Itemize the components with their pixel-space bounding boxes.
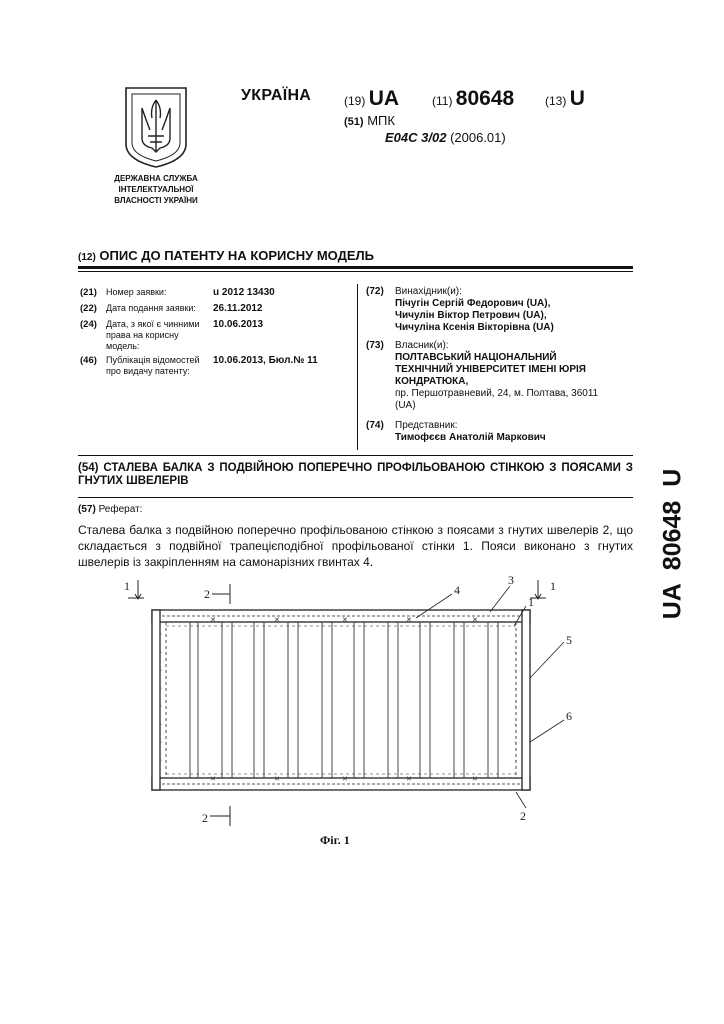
side-patent-id-text: UA 80648 U bbox=[658, 468, 687, 620]
owner-label: Власник(и): bbox=[395, 340, 449, 351]
svg-text:✕: ✕ bbox=[406, 776, 412, 783]
bib-value: 26.11.2012 bbox=[213, 303, 263, 314]
owner-address-line: (UA) bbox=[395, 400, 416, 411]
document-title bbox=[78, 248, 374, 263]
invention-title bbox=[78, 462, 633, 488]
mpk-label: МПК bbox=[367, 113, 395, 128]
svg-text:·: · bbox=[160, 703, 163, 710]
inid-code-73: (73) bbox=[366, 340, 384, 351]
inid-code-74: (74) bbox=[366, 420, 384, 431]
section-rule bbox=[78, 497, 633, 498]
owner-name-line: КОНДРАТЮКА, bbox=[395, 376, 469, 387]
bib-code: (24) bbox=[80, 319, 97, 330]
representative-details bbox=[395, 420, 635, 444]
owner-name-line: ТЕХНІЧНИЙ УНІВЕРСИТЕТ ІМЕНІ ЮРІЯ bbox=[395, 364, 586, 375]
section-label-left: 1 bbox=[124, 579, 130, 593]
svg-text:·: · bbox=[160, 739, 163, 746]
bib-label: Публікація відомостей про видачу патенту: bbox=[106, 355, 200, 376]
svg-text:✕: ✕ bbox=[342, 617, 348, 624]
inventor-name: Чичулін Віктор Петрович (UA), bbox=[395, 310, 547, 321]
svg-text:✕: ✕ bbox=[274, 776, 280, 783]
svg-text:✕: ✕ bbox=[342, 776, 348, 783]
svg-text:✕: ✕ bbox=[472, 617, 478, 624]
section-label-bottom: 2 bbox=[202, 811, 208, 825]
section-label-top: 2 bbox=[204, 587, 210, 601]
svg-text:·: · bbox=[514, 649, 517, 656]
figure-1-drawing bbox=[110, 570, 590, 830]
mpk-field bbox=[344, 113, 395, 128]
ipc-version: (2006.01) bbox=[450, 130, 506, 145]
owner-address-line: пр. Першотравневий, 24, м. Полтава, 36011 bbox=[395, 388, 599, 399]
inid-code-72: (72) bbox=[366, 286, 384, 297]
kind-code: U bbox=[569, 87, 585, 110]
svg-text:✕: ✕ bbox=[210, 617, 216, 624]
svg-text:·: · bbox=[514, 721, 517, 728]
section-label-right: 1 bbox=[550, 579, 556, 593]
invention-title-text: СТАЛЕВА БАЛКА З ПОДВІЙНОЮ ПОПЕРЕЧНО ПРОФІЛЬОВАНОЮ СТІНКОЮ З ПОЯСАМИ З ГНУТИХ ШВЕЛЕРІВ bbox=[78, 462, 633, 487]
patent-office-name: ДЕРЖАВНА СЛУЖБА ІНТЕЛЕКТУАЛЬНОЇ ВЛАСНОСТІ УКРАЇНИ bbox=[114, 174, 198, 205]
bib-value: 10.06.2013 bbox=[213, 319, 264, 330]
callout-6: 6 bbox=[566, 709, 572, 723]
bib-code: (21) bbox=[80, 287, 97, 298]
representative-label: Представник: bbox=[395, 420, 458, 431]
inventor-name: Пічугін Сергій Федорович (UA), bbox=[395, 298, 551, 309]
country-code-field bbox=[344, 87, 399, 111]
inid-code-11: (11) bbox=[432, 94, 453, 108]
country-name: УКРАЇНА bbox=[241, 87, 312, 104]
bib-code: (46) bbox=[80, 355, 97, 366]
svg-text:·: · bbox=[160, 631, 163, 638]
svg-text:✕: ✕ bbox=[406, 617, 412, 624]
svg-text:·: · bbox=[160, 685, 163, 692]
ipc-classification bbox=[385, 130, 506, 145]
country-code: UA bbox=[368, 87, 400, 110]
bib-value: 10.06.2013, Бюл.№ 11 bbox=[213, 355, 318, 366]
svg-text:·: · bbox=[514, 631, 517, 638]
bib-value: u 2012 13430 bbox=[213, 287, 275, 298]
inid-code-57: (57) bbox=[78, 504, 96, 515]
side-patent-id bbox=[643, 459, 703, 629]
svg-text:·: · bbox=[514, 739, 517, 746]
callout-2: 2 bbox=[520, 809, 526, 823]
inid-code-13: (13) bbox=[545, 94, 567, 108]
inid-code-54: (54) bbox=[78, 462, 99, 474]
inventors-list bbox=[395, 286, 635, 334]
leader-lines bbox=[416, 586, 564, 808]
inid-code-12: (12) bbox=[78, 252, 96, 263]
web-corrugation-lines bbox=[190, 622, 498, 778]
screw-marks bbox=[160, 617, 516, 783]
svg-text:✕: ✕ bbox=[210, 776, 216, 783]
abstract-label: Реферат: bbox=[98, 504, 143, 515]
bib-code: (22) bbox=[80, 303, 97, 314]
owner-name-line: ПОЛТАВСЬКИЙ НАЦІОНАЛЬНИЙ bbox=[395, 352, 557, 363]
abstract-heading bbox=[78, 504, 142, 515]
callout-4: 4 bbox=[454, 583, 460, 597]
bib-label: Номер заявки: bbox=[106, 287, 167, 297]
svg-text:·: · bbox=[160, 649, 163, 656]
callout-5: 5 bbox=[566, 633, 572, 647]
svg-text:✕: ✕ bbox=[274, 617, 280, 624]
title-rule-thin bbox=[78, 271, 633, 272]
svg-text:·: · bbox=[514, 757, 517, 764]
patent-number-field bbox=[432, 87, 514, 111]
patent-number: 80648 bbox=[455, 87, 515, 110]
abstract-text: Сталева балка з подвійною поперечно профільованою стінкою з поясами з гнутих швелерів 2, що складається з подвійної трапецієподібної профільованої стінки 1. Пояси виконано з гнутих швелерів із закріпленням на самонарізних гвинтах 4. bbox=[78, 523, 633, 569]
column-divider bbox=[357, 284, 358, 450]
svg-text:·: · bbox=[160, 757, 163, 764]
bib-label: Дата, з якої є чинними права на корисну модель: bbox=[106, 319, 200, 351]
ipc-class: E04C 3/02 bbox=[385, 130, 447, 145]
figure-caption: Фіг. 1 bbox=[320, 833, 350, 847]
kind-code-field bbox=[545, 87, 585, 111]
callout-1: 1 bbox=[528, 595, 534, 609]
beam-outline bbox=[152, 610, 530, 790]
coat-of-arms-icon bbox=[124, 86, 188, 169]
svg-text:·: · bbox=[514, 667, 517, 674]
document-title-text: ОПИС ДО ПАТЕНТУ НА КОРИСНУ МОДЕЛЬ bbox=[99, 248, 375, 263]
bib-label: Дата подання заявки: bbox=[106, 303, 196, 313]
callout-3: 3 bbox=[508, 573, 514, 587]
title-rule-thick bbox=[78, 266, 633, 269]
section-rule bbox=[78, 455, 633, 456]
section-markers bbox=[128, 580, 546, 826]
svg-text:·: · bbox=[160, 721, 163, 728]
inid-code-19: (19) bbox=[344, 94, 366, 108]
svg-text:✕: ✕ bbox=[472, 776, 478, 783]
owner-details bbox=[395, 340, 635, 412]
svg-text:·: · bbox=[160, 667, 163, 674]
inventors-label: Винахідник(и): bbox=[395, 286, 462, 297]
inid-code-51: (51) bbox=[344, 116, 364, 128]
representative-name: Тимофєєв Анатолій Маркович bbox=[395, 432, 546, 443]
svg-text:·: · bbox=[514, 703, 517, 710]
inventor-name: Чичуліна Ксенія Вікторівна (UA) bbox=[395, 322, 554, 333]
svg-text:·: · bbox=[514, 685, 517, 692]
